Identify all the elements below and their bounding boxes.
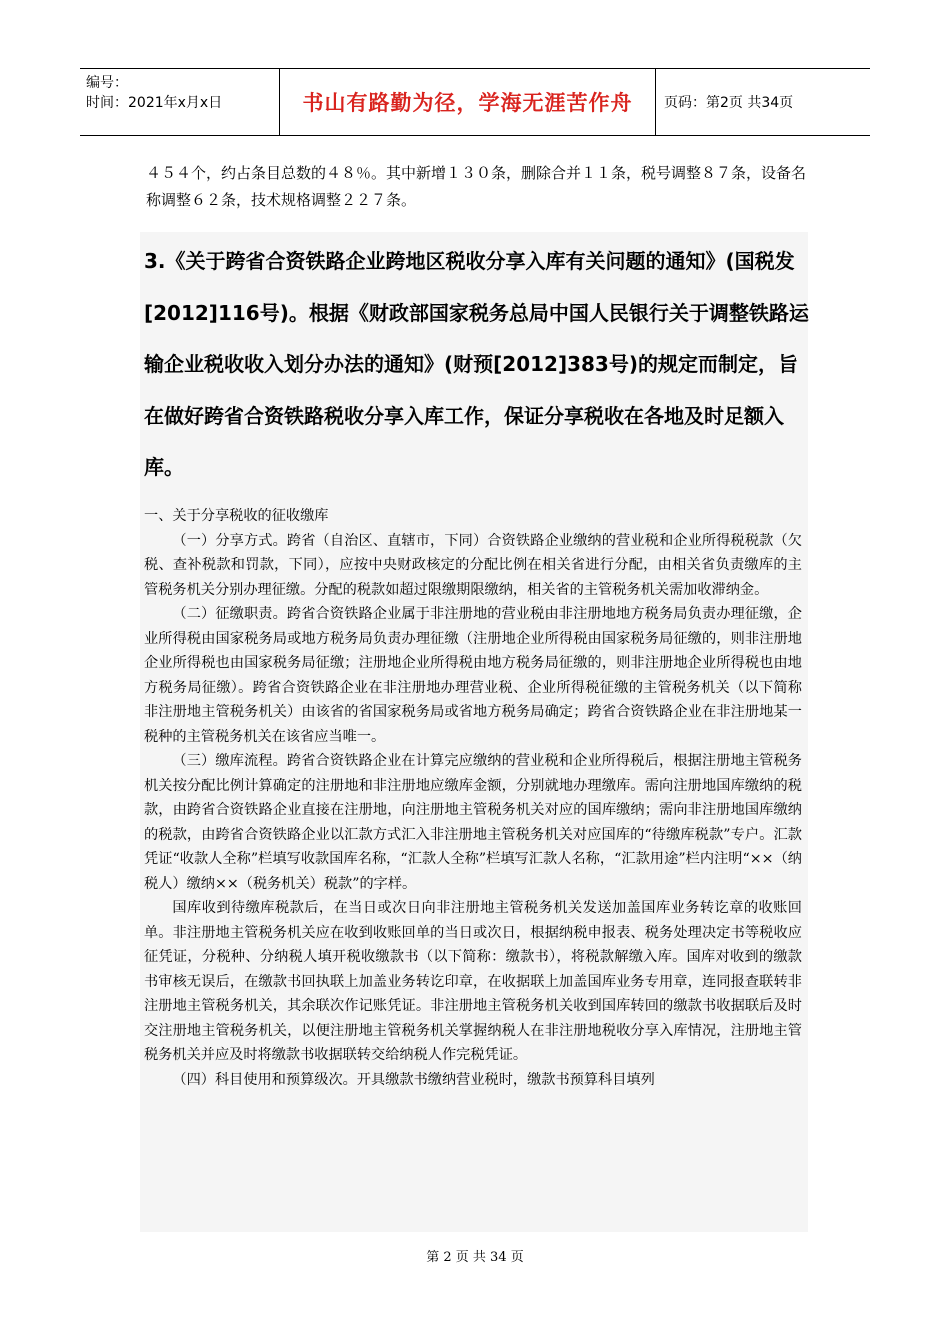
paragraph-budget-subjects: （四）科目使用和预算级次。开具缴款书缴纳营业税时，缴款书预算科目填列 [172, 1071, 655, 1088]
page-footer: 第 2 页 共 34 页 [426, 1250, 524, 1265]
header-meta [80, 69, 280, 135]
paragraph-payment-flow: （三）缴库流程。跨省合资铁路企业在计算完应缴纳的营业税和企业所得税后，根据注册地主管税务机关按分配比例计算确定的注册地和非注册地应缴库金额，分别就地办理缴库。需向注册地国库缴纳的税款，由跨省合资铁路企业直接在注册地，向注册地主管税务机关对应的国库缴纳；需向非注册地国库缴纳的税款，由跨省合资铁路企业以汇款方式汇入非注册地主管税务机关对应国库的“待缴库税款”专户。汇款凭证“收款人全称”栏填写收款国库名称，“汇款人全称”栏填写汇款人名称，“汇款用途”栏内注明“××（纳税人）缴纳××（税务机关）税款”的字样。 [144, 753, 802, 892]
number-label: 编号： [86, 75, 128, 91]
paragraph-collection-duty: （二）征缴职责。跨省合资铁路企业属于非注册地的营业税由非注册地地方税务局负责办理征缴，企业所得税由国家税务局或地方税务局负责办理征缴（注册地企业所得税由国家税务局征缴的，则非注册地企业所得税也由国家税务局征缴；注册地企业所得税由地方税务局征缴的，则非注册地企业所得税也由地方税务局征缴）。跨省合资铁路企业在非注册地办理营业税、企业所得税征缴的主管税务机关（以下简称非注册地主管税务机关）由该省的省国家税务局或省地方税务局确定；跨省合资铁路企业在非注册地某一税种的主管税务机关在该省应当唯一。 [144, 606, 802, 745]
intro-paragraph: ４５４个，约占条目总数的４８％。其中新增１３０条，删除合并１１条，税号调整８７条，设备名称调整６２条，技术规格调整２２７条。 [146, 164, 807, 209]
section-title: 一、关于分享税收的征收缴库 [144, 508, 329, 524]
paragraph-treasury-receipt: 国库收到待缴库税款后，在当日或次日向非注册地主管税务机关发送加盖国库业务转讫章的收账回单。非注册地主管税务机关应在收到收账回单的当日或次日，根据纳税申报表、税务处理决定书等税收应征凭证，分税种、分纳税人填开税收缴款书（以下简称：缴款书），将税款解缴入库。国库对收到的缴款书审核无误后，在缴款书回执联上加盖业务转讫印章，在收据联上加盖国库业务专用章，连同报查联转非注册地主管税务机关，其余联次作记账凭证。非注册地主管税务机关收到国库转回的缴款书收据联后及时交注册地主管税务机关，以便注册地主管税务机关掌握纳税人在非注册地税收分享入库情况，注册地主管税务机关并应及时将缴款书收据联转交给纳税人作完税凭证。 [144, 900, 802, 1063]
page-indicator: 页码：第2页 共34页 [664, 95, 794, 111]
section-heading: 3.《关于跨省合资铁路企业跨地区税收分享入库有关问题的通知》(国税发[2012]116号)。根据《财政部国家税务总局中国人民银行关于调整铁路运输企业税收收入划分办法的通知》(财预[2012]383号)的规定而制定，旨在做好跨省合资铁路税收分享入库工作，保证分享税收在各地及时足额入库。 [144, 249, 809, 479]
date-label: 时间：2021年x月x日 [86, 95, 223, 111]
document-body [144, 504, 802, 1092]
header-motto: 书山有路勤为径，学海无涯苦作舟 [280, 69, 656, 135]
paragraph-share-method: （一）分享方式。跨省（自治区、直辖市，下同）合资铁路企业缴纳的营业税和企业所得税税款（欠税、查补税款和罚款，下同），应按中央财政核定的分配比例在相关省进行分配，由相关省负责缴库的主管税务机关分别办理征缴。分配的税款如超过限缴期限缴纳，相关省的主管税务机关需加收滞纳金。 [144, 532, 802, 598]
page-header [80, 68, 870, 136]
